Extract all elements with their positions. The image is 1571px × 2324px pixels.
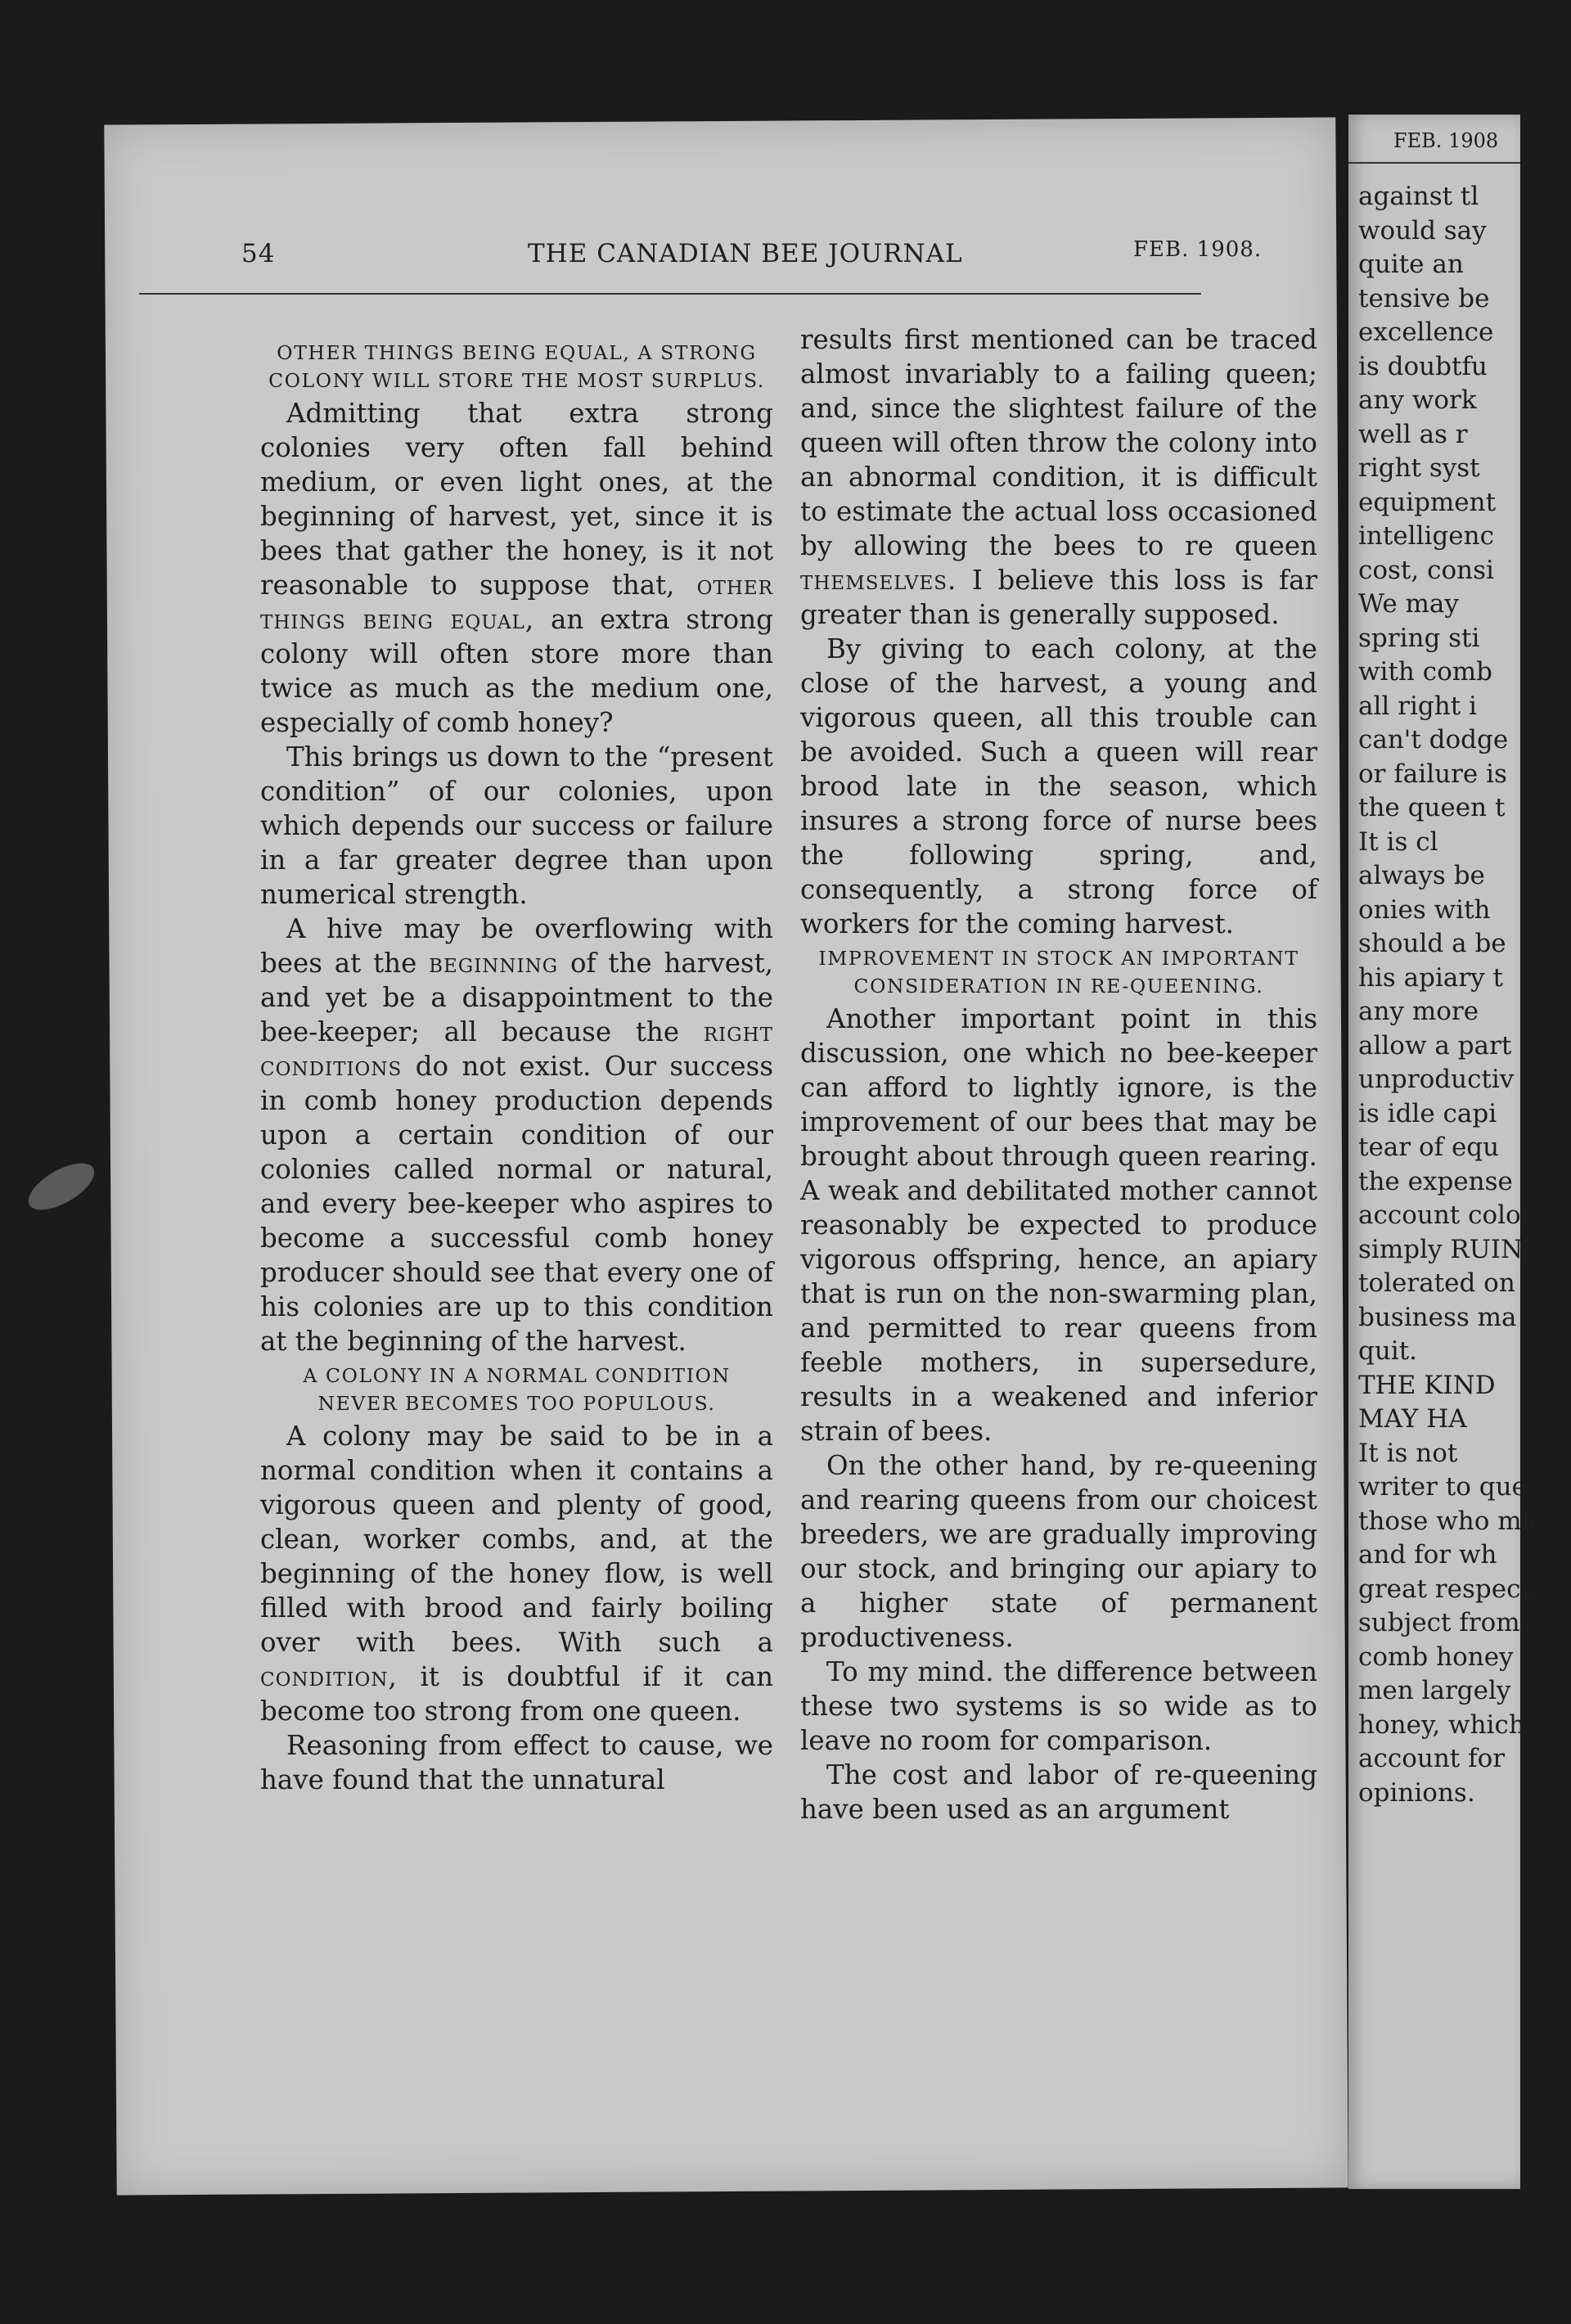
right-page-line: his apiary t [1358, 962, 1504, 993]
right-page-line: any more [1358, 997, 1479, 1026]
right-page-line: quit. [1358, 1336, 1418, 1366]
right-page-line: any work [1358, 385, 1477, 415]
issue-date: FEB. 1908. [1133, 237, 1263, 262]
right-page-line: always be [1358, 861, 1485, 890]
right-page-line: writer to que [1358, 1472, 1527, 1502]
right-page-line: spring sti [1358, 623, 1480, 653]
paragraph: A hive may be overflowing with bees at the beginning of the harvest, and yet be a disappointment to the bee-keeper; all because the right conditions do not exist. Our success in comb honey production depends upon a certain condition of our colonies called normal or natural, and every bee-keeper who aspires to become a successful comb honey producer should see that every one of his colonies are up to this condition at the beginning of the harvest. [260, 913, 773, 1357]
right-page-line: men largely [1358, 1676, 1511, 1705]
right-page-line: subject from [1358, 1608, 1520, 1637]
paragraph: The cost and labor of re-queening have been used as an argument [800, 1759, 1317, 1825]
paragraph: This brings us down to the “present condition” of our colonies, upon which depends our success or failure in a far greater degree than upon numerical strength. [260, 741, 773, 910]
right-page-line: the queen t [1358, 793, 1506, 822]
right-page-line: onies with [1358, 894, 1491, 925]
right-page [1348, 115, 1539, 2189]
paragraph: On the other hand, by re-queening and rearing queens from our choicest breeders, we are gradually improving our stock, and bringing our apiary to a higher state of permanent productiveness. [800, 1450, 1317, 1653]
paragraph: To my mind. the difference between these two systems is so wide as to leave no room for comparison. [800, 1656, 1317, 1756]
right-page-line: tolerated on [1358, 1268, 1515, 1298]
right-page-line: quite an [1358, 250, 1464, 279]
right-page-line: unproductiv [1358, 1065, 1515, 1094]
right-page-line: We may [1358, 589, 1459, 619]
header-rule [139, 293, 1201, 295]
scan-artifact [21, 1154, 101, 1219]
right-page-line: account colo [1358, 1200, 1521, 1230]
right-page-line: those who ma [1358, 1506, 1537, 1536]
right-page-line: all right i [1358, 691, 1477, 721]
right-page-line: cost, consi [1358, 555, 1494, 585]
column-right [800, 322, 1317, 1826]
right-page-line: is doubtfu [1358, 351, 1488, 381]
right-page-line: can't dodge [1358, 725, 1509, 754]
paragraph: Another important point in this discussion, one which no bee-keeper can afford to lightly ignore, is the improvement of our bees that may be brought about through queen rearing. A weak and debilitated mother cannot reasonably be expected to produce vigorous offspring, hence, an apiary that is run on the non-swarming plan, and permitted to rear queens from feeble mothers, in supersedure, results in a weakened and inferior strain of bees. [800, 1003, 1317, 1447]
right-page-line: MAY HA [1358, 1404, 1467, 1434]
right-page-line: and for wh [1358, 1540, 1497, 1570]
paragraph: A colony may be said to be in a normal condition when it contains a vigorous queen and plenty of good, clean, worker combs, and, at the beginning of the honey flow, is well filled with brood and fairly boiling over with bees. With such a condition, it is doubtful if it can become too strong from one queen. [260, 1421, 773, 1727]
right-header-rule [1348, 162, 1520, 164]
right-page-line: tear of equ [1358, 1133, 1500, 1162]
paragraph: results first mentioned can be traced almost invariably to a failing queen; and, since the slightest failure of the queen will often throw the colony into an abnormal condition, it is difficult to estimate the actual loss occasioned by allowing the bees to re queen themselves. I believe this loss is far greater than is generally supposed. [800, 324, 1317, 630]
right-page-line: great respect, [1358, 1574, 1539, 1604]
right-page-line: account for [1358, 1744, 1506, 1773]
journal-title: THE CANADIAN BEE JOURNAL [528, 239, 963, 268]
right-page-line: business ma [1358, 1302, 1517, 1332]
section-heading: IMPROVEMENT IN STOCK AN IMPORTANT CONSIDERATION IN RE-QUEENING. [818, 947, 1299, 998]
right-page-line: It is cl [1358, 826, 1438, 857]
right-page-line: well as r [1358, 419, 1468, 449]
right-page-line: THE KIND [1358, 1370, 1496, 1400]
right-page-line: the expense [1358, 1166, 1513, 1196]
right-page-line: simply RUIN [1358, 1234, 1524, 1264]
right-page-line: tensive be [1358, 283, 1490, 313]
right-page-line: intelligenc [1358, 521, 1494, 551]
right-page-line: It is not [1358, 1438, 1458, 1468]
right-page-line: excellence [1358, 318, 1494, 347]
right-page-line: allow a part [1358, 1030, 1512, 1061]
column-left [260, 336, 773, 1797]
right-page-line: with comb [1358, 657, 1492, 687]
right-page-text [1358, 180, 1571, 1810]
paragraph: By giving to each colony, at the close of the harvest, a young and vigorous queen, all this trouble can be avoided. Such a queen will rear brood late in the season, which insures a strong force of nurse bees the following spring, and, consequently, a strong force of workers for the coming harvest. [800, 633, 1317, 939]
right-page-line: should a be [1358, 929, 1506, 958]
right-page-line: equipment [1358, 487, 1497, 517]
right-page-line: comb honey [1358, 1642, 1514, 1672]
paragraph: Admitting that extra strong colonies very often fall behind medium, or even light ones, at the beginning of harvest, yet, since it is bees that gather the honey, is it not reasonable to suppose that, other things being equal, an extra strong colony will often store more than twice as much as the medium one, especially of comb honey? [260, 398, 773, 738]
right-page-line: right syst [1358, 453, 1480, 483]
right-page-line: honey, which [1358, 1709, 1525, 1740]
right-page-line: opinions. [1358, 1777, 1475, 1808]
right-page-header: FEB. 1908 [1393, 129, 1499, 152]
right-page-line: is idle capi [1358, 1098, 1497, 1128]
page-number: 54 [241, 239, 276, 268]
right-page-line: or failure is [1358, 759, 1507, 789]
section-heading: A COLONY IN A NORMAL CONDITION NEVER BECOMES TOO POPULOUS. [303, 1364, 731, 1415]
section-heading: OTHER THINGS BEING EQUAL, A STRONG COLONY WILL STORE THE MOST SURPLUS. [268, 341, 765, 392]
paragraph: Reasoning from effect to cause, we have found that the unnatural [260, 1730, 773, 1795]
right-page-line: against tl [1358, 182, 1479, 211]
right-page-line: would say [1358, 215, 1487, 245]
